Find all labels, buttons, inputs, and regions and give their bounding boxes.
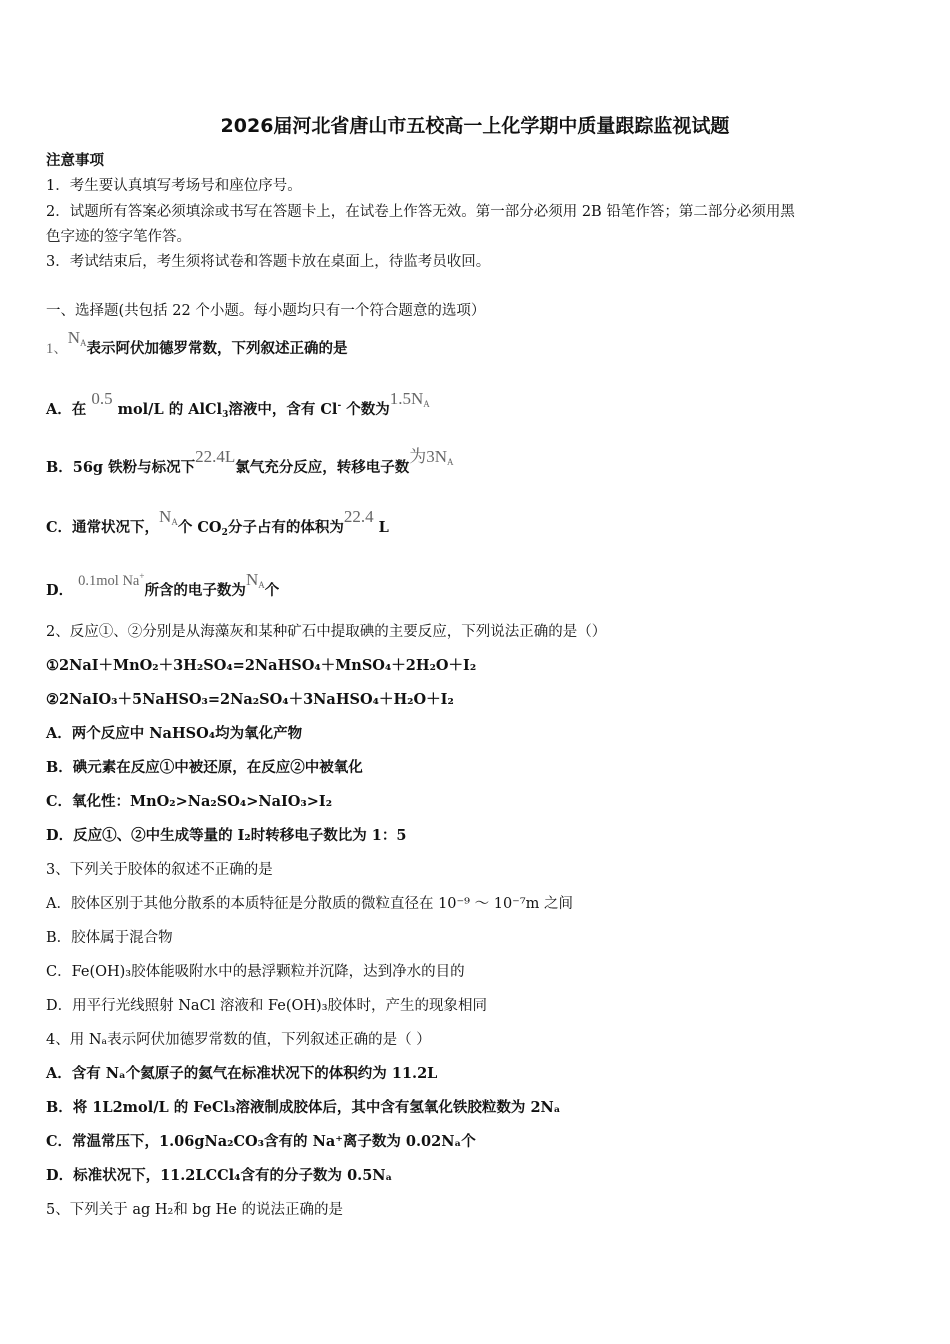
q2-option-a: A．两个反应中 NaHSO₄均为氧化产物 <box>46 725 303 742</box>
q1-option-b: B．56g 铁粉与标况下22.4L氯气充分反应，转移电子数为$3N_A$ <box>46 447 454 476</box>
q2-option-b: B．碘元素在反应①中被还原，在反应②中被氧化 <box>46 759 363 776</box>
q3-option-a: A．胶体区别于其他分散系的本质特征是分散质的微粒直径在 10⁻⁹ ～ 10⁻⁷m 之间 <box>46 896 573 912</box>
q1-option-d: D． 0.1mol Na+所含的电子数为$N_A$个 <box>46 570 280 599</box>
q4-option-a: A．含有 Nₐ个氦原子的氦气在标准状况下的体积约为 11.2L <box>46 1065 438 1082</box>
notice-item-2-cont: 色字迹的签字笔作答。 <box>46 229 191 245</box>
q1-stem <box>46 328 348 363</box>
na-symbol: $N_A$ <box>67 328 87 348</box>
q4-option-d: D．标准状况下，11.2LCCl₄含有的分子数为 0.5Nₐ <box>46 1167 393 1184</box>
notice-item-2: 2．试题所有答案必须填涂或书写在答题卡上，在试卷上作答无效。第一部分必须用 2B 铅笔作答；第二部分必须用黑 <box>46 204 795 220</box>
q2-equation-1: ①2NaI＋MnO₂＋3H₂SO₄=2NaHSO₄＋MnSO₄＋2H₂O＋I₂ <box>46 657 477 674</box>
q3-option-b: B．胶体属于混合物 <box>46 930 173 946</box>
q2-option-d: D．反应①、②中生成等量的 I₂时转移电子数比为 1：5 <box>46 827 407 844</box>
q2-equation-2: ②2NaIO₃＋5NaHSO₃=2Na₂SO₄＋3NaHSO₄＋H₂O＋I₂ <box>46 691 454 708</box>
q2-option-c: C．氧化性：MnO₂>Na₂SO₄>NaIO₃>I₂ <box>46 793 333 810</box>
q3-option-d: D．用平行光线照射 NaCl 溶液和 Fe(OH)₃胶体时，产生的现象相同 <box>46 998 488 1014</box>
section-heading: 一、选择题(共包括 22 个小题。每小题均只有一个符合题意的选项） <box>46 303 486 319</box>
q1-option-a: A．在 0.5 mol/L 的 AlCl$_3$溶液中，含有 Cl- 个数为$1.5N_A$ <box>46 389 430 420</box>
q3-option-c: C．Fe(OH)₃胶体能吸附水中的悬浮颗粒并沉降，达到净水的目的 <box>46 964 465 980</box>
q4-option-c: C．常温常压下，1.06gNa₂CO₃含有的 Na⁺离子数为 0.02Nₐ个 <box>46 1133 476 1150</box>
q4-stem: 4、用 Nₐ表示阿伏加德罗常数的值，下列叙述正确的是（ ） <box>46 1032 431 1048</box>
page-title: 2026届河北省唐山市五校高一上化学期中质量跟踪监视试题 <box>220 115 730 137</box>
q1-number: 1、 <box>46 341 68 357</box>
notice-item-3: 3．考试结束后，考生须将试卷和答题卡放在桌面上，待监考员收回。 <box>46 254 491 270</box>
q5-stem: 5、下列关于 ag H₂和 bg He 的说法正确的是 <box>46 1202 343 1218</box>
q2-stem: 2、反应①、②分别是从海藻灰和某种矿石中提取碘的主要反应，下列说法正确的是（） <box>46 624 607 640</box>
q1-stem-text: 表示阿伏加德罗常数，下列叙述正确的是 <box>86 340 348 357</box>
q3-stem: 3、下列关于胶体的叙述不正确的是 <box>46 862 273 878</box>
notice-item-1: 1．考生要认真填写考场号和座位序号。 <box>46 178 302 194</box>
q1-option-c: C．通常状况下，$N_A$个 $CO_2$分子占有的体积为22.4 L <box>46 507 389 538</box>
notice-heading: 注意事项 <box>46 152 104 169</box>
q4-option-b: B．将 1L2mol/L 的 FeCl₃溶液制成胶体后，其中含有氢氧化铁胶粒数为 2Nₐ <box>46 1099 561 1116</box>
